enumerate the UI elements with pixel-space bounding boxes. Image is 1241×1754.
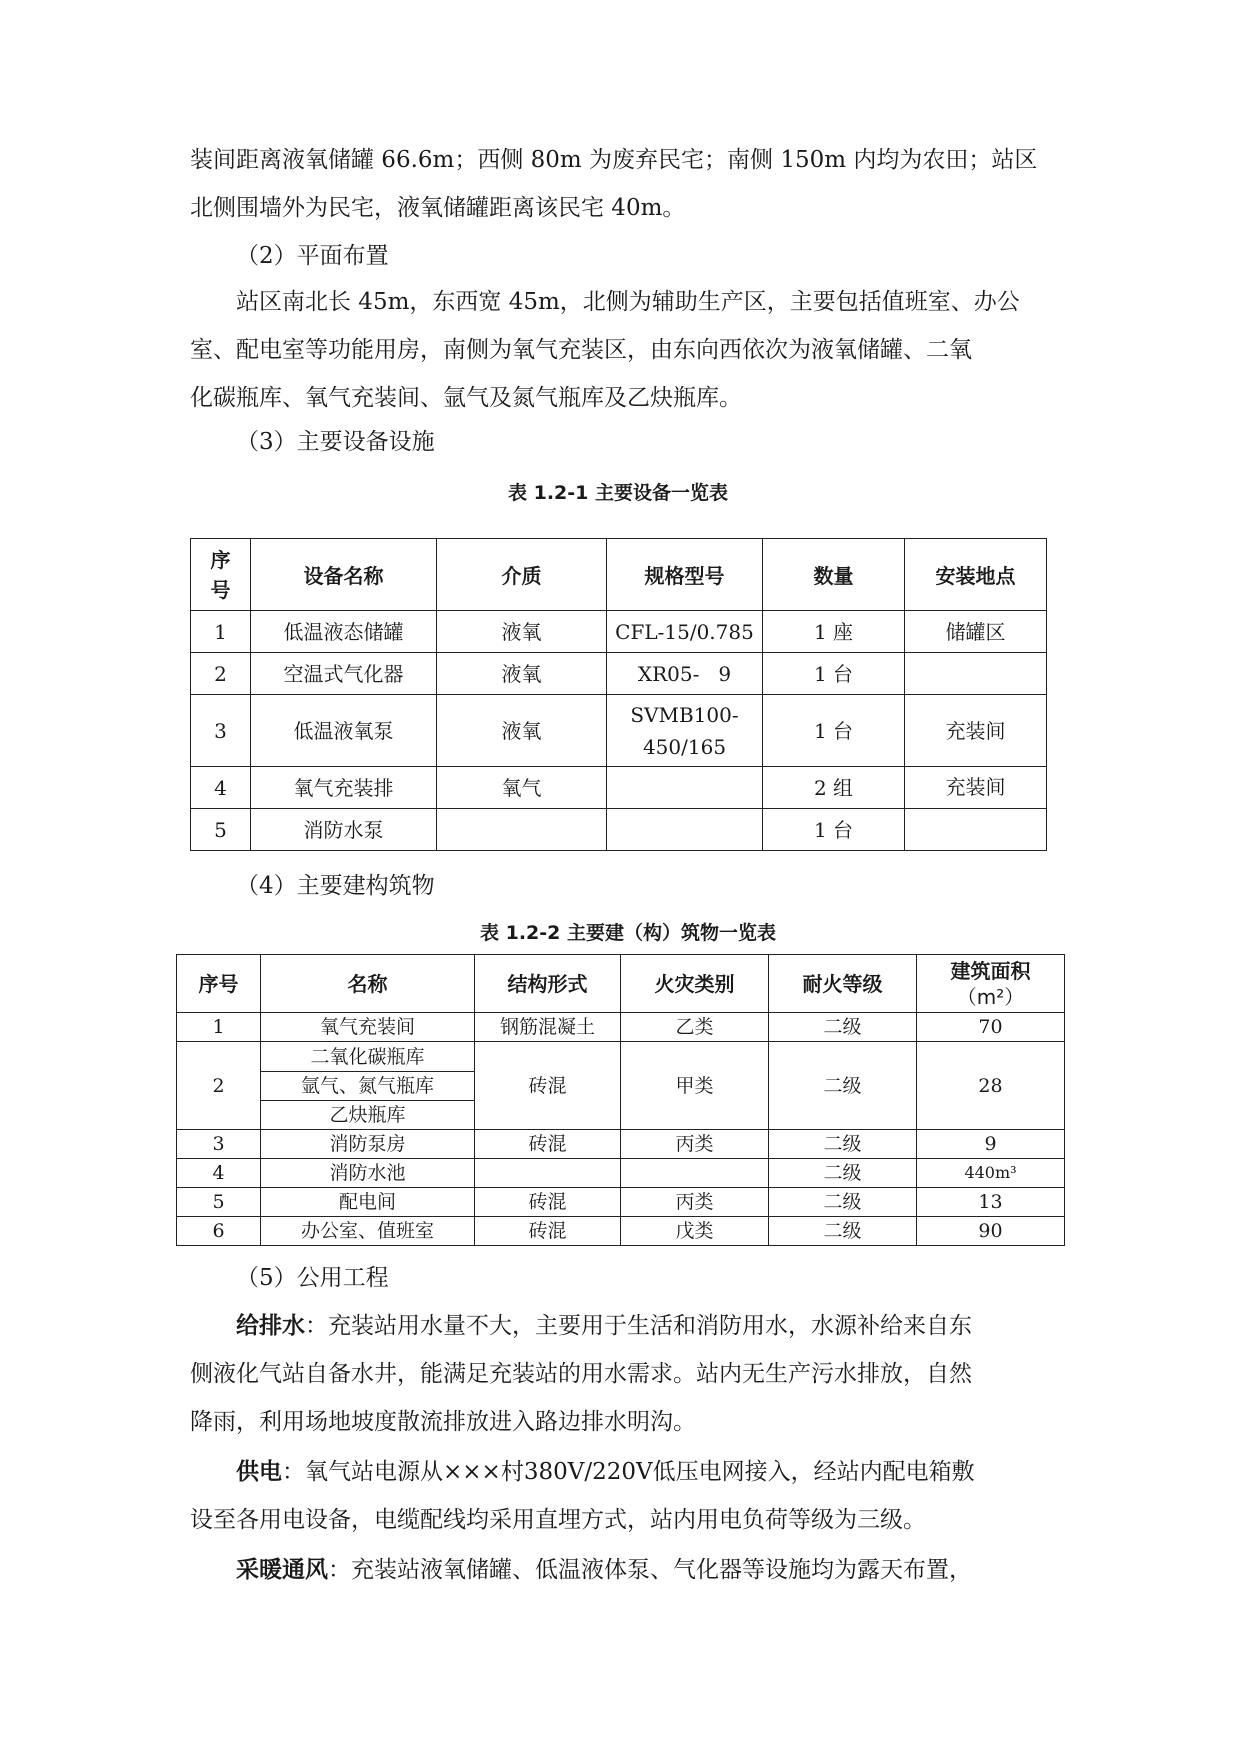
- text-line: [190, 1448, 1062, 1496]
- table-cell: 低温液氧泵: [251, 695, 437, 767]
- heating-text: ：充装站液氧储罐、低温液体泵、气化器等设施均为露天布置，: [328, 1557, 972, 1583]
- table-cell: 液氧: [437, 653, 607, 695]
- table-cell: 1 台: [763, 695, 905, 767]
- text-line: 站区南北长 45m，东西宽 45m，北侧为辅助生产区，主要包括值班室、办公: [236, 289, 1020, 315]
- table-row: [177, 1159, 1065, 1188]
- table-row: [191, 695, 1047, 767]
- table-cell: [905, 653, 1047, 695]
- table-cell: 1: [191, 611, 251, 653]
- table-row: [177, 1130, 1065, 1159]
- table-cell: 配电间: [261, 1188, 475, 1217]
- table-cell: 9: [917, 1130, 1065, 1159]
- text-line: 设至各用电设备，电缆配线均采用直埋方式，站内用电负荷等级为三级。: [190, 1507, 926, 1533]
- table-cell: 5: [177, 1188, 261, 1217]
- area-header-label: 建筑面积: [950, 958, 1031, 983]
- table-cell: 钢筋混凝土: [475, 1013, 621, 1042]
- text-line: [190, 1302, 1062, 1350]
- table-cell: 氧气: [437, 767, 607, 809]
- header-cell: 名称: [261, 955, 475, 1013]
- table-header-row: [191, 539, 1047, 611]
- section-heading-layout: （2）平面布置: [236, 243, 389, 269]
- power-label: 供电: [236, 1459, 282, 1485]
- table-cell-split: [261, 1042, 475, 1130]
- table-cell: 4: [177, 1159, 261, 1188]
- table-row: [191, 611, 1047, 653]
- text-line: 装间距离液氧储罐 66.6m；西侧 80m 为废弃民宅；南侧 150m 内均为农田；站区: [190, 147, 1038, 173]
- text-line: 室、配电室等功能用房，南侧为氧气充装区，由东向西依次为液氧储罐、二氧: [190, 337, 972, 363]
- table-cell: [437, 809, 607, 851]
- table-cell: 氧气充装间: [261, 1013, 475, 1042]
- table-cell: 储罐区: [905, 611, 1047, 653]
- header-cell: 耐火等级: [769, 955, 917, 1013]
- text-line: 化碳瓶库、氧气充装间、氩气及氮气瓶库及乙炔瓶库。: [190, 385, 742, 411]
- table-cell: 砖混: [475, 1188, 621, 1217]
- table-cell: 1: [177, 1013, 261, 1042]
- text-line: 降雨，利用场地坡度散流排放进入路边排水明沟。: [190, 1409, 696, 1435]
- table-row: [191, 653, 1047, 695]
- table-row: [177, 1188, 1065, 1217]
- table-cell: 5: [191, 809, 251, 851]
- table-cell: 空温式气化器: [251, 653, 437, 695]
- table-cell: 3: [191, 695, 251, 767]
- table-cell: CFL-15/0.785: [607, 611, 763, 653]
- table-cell: [607, 767, 763, 809]
- section-heading-utilities: （5）公用工程: [236, 1265, 389, 1291]
- table-cell: 二级: [769, 1013, 917, 1042]
- table-cell: 氧气充装排: [251, 767, 437, 809]
- table-cell: XR05- 9: [607, 653, 763, 695]
- table-cell: 1 台: [763, 653, 905, 695]
- sub-name: 二氧化碳瓶库: [261, 1043, 474, 1072]
- table-cell: 二级: [769, 1130, 917, 1159]
- table-row: [177, 1013, 1065, 1042]
- header-cell: 火灾类别: [621, 955, 769, 1013]
- table-cell: 3: [177, 1130, 261, 1159]
- table-cell: [607, 695, 763, 767]
- table-row: [177, 1217, 1065, 1246]
- table-cell: 戊类: [621, 1217, 769, 1246]
- table-cell: 丙类: [621, 1130, 769, 1159]
- paragraph-water: [190, 1302, 1062, 1446]
- table-cell: 消防水池: [261, 1159, 475, 1188]
- power-text: ：氧气站电源从×××村380V/220V低压电网接入，经站内配电箱敷: [282, 1459, 975, 1485]
- table-cell: 甲类: [621, 1042, 769, 1130]
- table-cell: 4: [191, 767, 251, 809]
- section-heading-equipment: （3）主要设备设施: [236, 429, 435, 455]
- header-cell: 规格型号: [607, 539, 763, 611]
- paragraph-layout: [190, 278, 1062, 422]
- sub-name: 氩气、氮气瓶库: [261, 1072, 474, 1101]
- header-cell: 序号: [177, 955, 261, 1013]
- table-cell: 二级: [769, 1217, 917, 1246]
- table1-caption: 表 1.2-1 主要设备一览表: [508, 482, 728, 504]
- paragraph-surroundings: [190, 136, 1062, 232]
- text-line: 北侧围墙外为民宅，液氧储罐距离该民宅 40m。: [190, 195, 686, 221]
- buildings-table: [176, 954, 1065, 1246]
- header-cell: 数量: [763, 539, 905, 611]
- table-cell: [475, 1159, 621, 1188]
- table-cell: 乙类: [621, 1013, 769, 1042]
- table-cell: [621, 1159, 769, 1188]
- water-text: ：充装站用水量不大，主要用于生活和消防用水，水源补给来自东: [305, 1313, 972, 1339]
- table-row: [177, 1042, 1065, 1130]
- table-cell: [905, 809, 1047, 851]
- table-cell: 砖混: [475, 1042, 621, 1130]
- text-line: 侧液化气站自备水井，能满足充装站的用水需求。站内无生产污水排放，自然: [190, 1361, 972, 1387]
- table-header-row: [177, 955, 1065, 1013]
- table-cell: 2 组: [763, 767, 905, 809]
- spec-line: 450/165: [642, 734, 727, 759]
- table-cell: 消防水泵: [251, 809, 437, 851]
- table-cell: 1 座: [763, 611, 905, 653]
- table-cell: 办公室、值班室: [261, 1217, 475, 1246]
- table2-caption: 表 1.2-2 主要建（构）筑物一览表: [480, 922, 776, 944]
- table-cell: 28: [917, 1042, 1065, 1130]
- paragraph-power: [190, 1448, 1062, 1544]
- table-cell: 70: [917, 1013, 1065, 1042]
- equipment-table: [190, 538, 1047, 851]
- table-cell: 液氧: [437, 611, 607, 653]
- header-cell: 安装地点: [905, 539, 1047, 611]
- area-unit-label: （m²）: [956, 984, 1025, 1009]
- header-cell: 序 号: [191, 539, 251, 611]
- table-cell: 2: [177, 1042, 261, 1130]
- table-cell: 低温液态储罐: [251, 611, 437, 653]
- table-cell: 砖混: [475, 1217, 621, 1246]
- heating-label: 采暖通风: [236, 1557, 328, 1583]
- table-cell: 液氧: [437, 695, 607, 767]
- header-cell: 介质: [437, 539, 607, 611]
- table-cell: 丙类: [621, 1188, 769, 1217]
- table-cell: 6: [177, 1217, 261, 1246]
- table-cell: 二级: [769, 1042, 917, 1130]
- header-cell: [917, 955, 1065, 1013]
- table-cell: 二级: [769, 1188, 917, 1217]
- table-cell: 二级: [769, 1159, 917, 1188]
- spec-line: SVMB100-: [630, 702, 739, 727]
- table-row: [191, 809, 1047, 851]
- table-cell: 充装间: [905, 695, 1047, 767]
- table-cell: [607, 809, 763, 851]
- sub-name: 乙炔瓶库: [329, 1103, 406, 1126]
- section-heading-buildings: （4）主要建构筑物: [236, 873, 435, 899]
- table-cell: 13: [917, 1188, 1065, 1217]
- table-cell: 消防泵房: [261, 1130, 475, 1159]
- text-line: [190, 1546, 1062, 1594]
- table-cell: 90: [917, 1217, 1065, 1246]
- table-cell: 充装间: [905, 767, 1047, 809]
- header-cell: 设备名称: [251, 539, 437, 611]
- table-cell: 砖混: [475, 1130, 621, 1159]
- table-cell: 440m³: [917, 1159, 1065, 1188]
- table-row: [191, 767, 1047, 809]
- table-cell: 2: [191, 653, 251, 695]
- paragraph-heating: [190, 1546, 1062, 1594]
- water-label: 给排水: [236, 1313, 305, 1339]
- header-cell: 结构形式: [475, 955, 621, 1013]
- table-cell: 1 台: [763, 809, 905, 851]
